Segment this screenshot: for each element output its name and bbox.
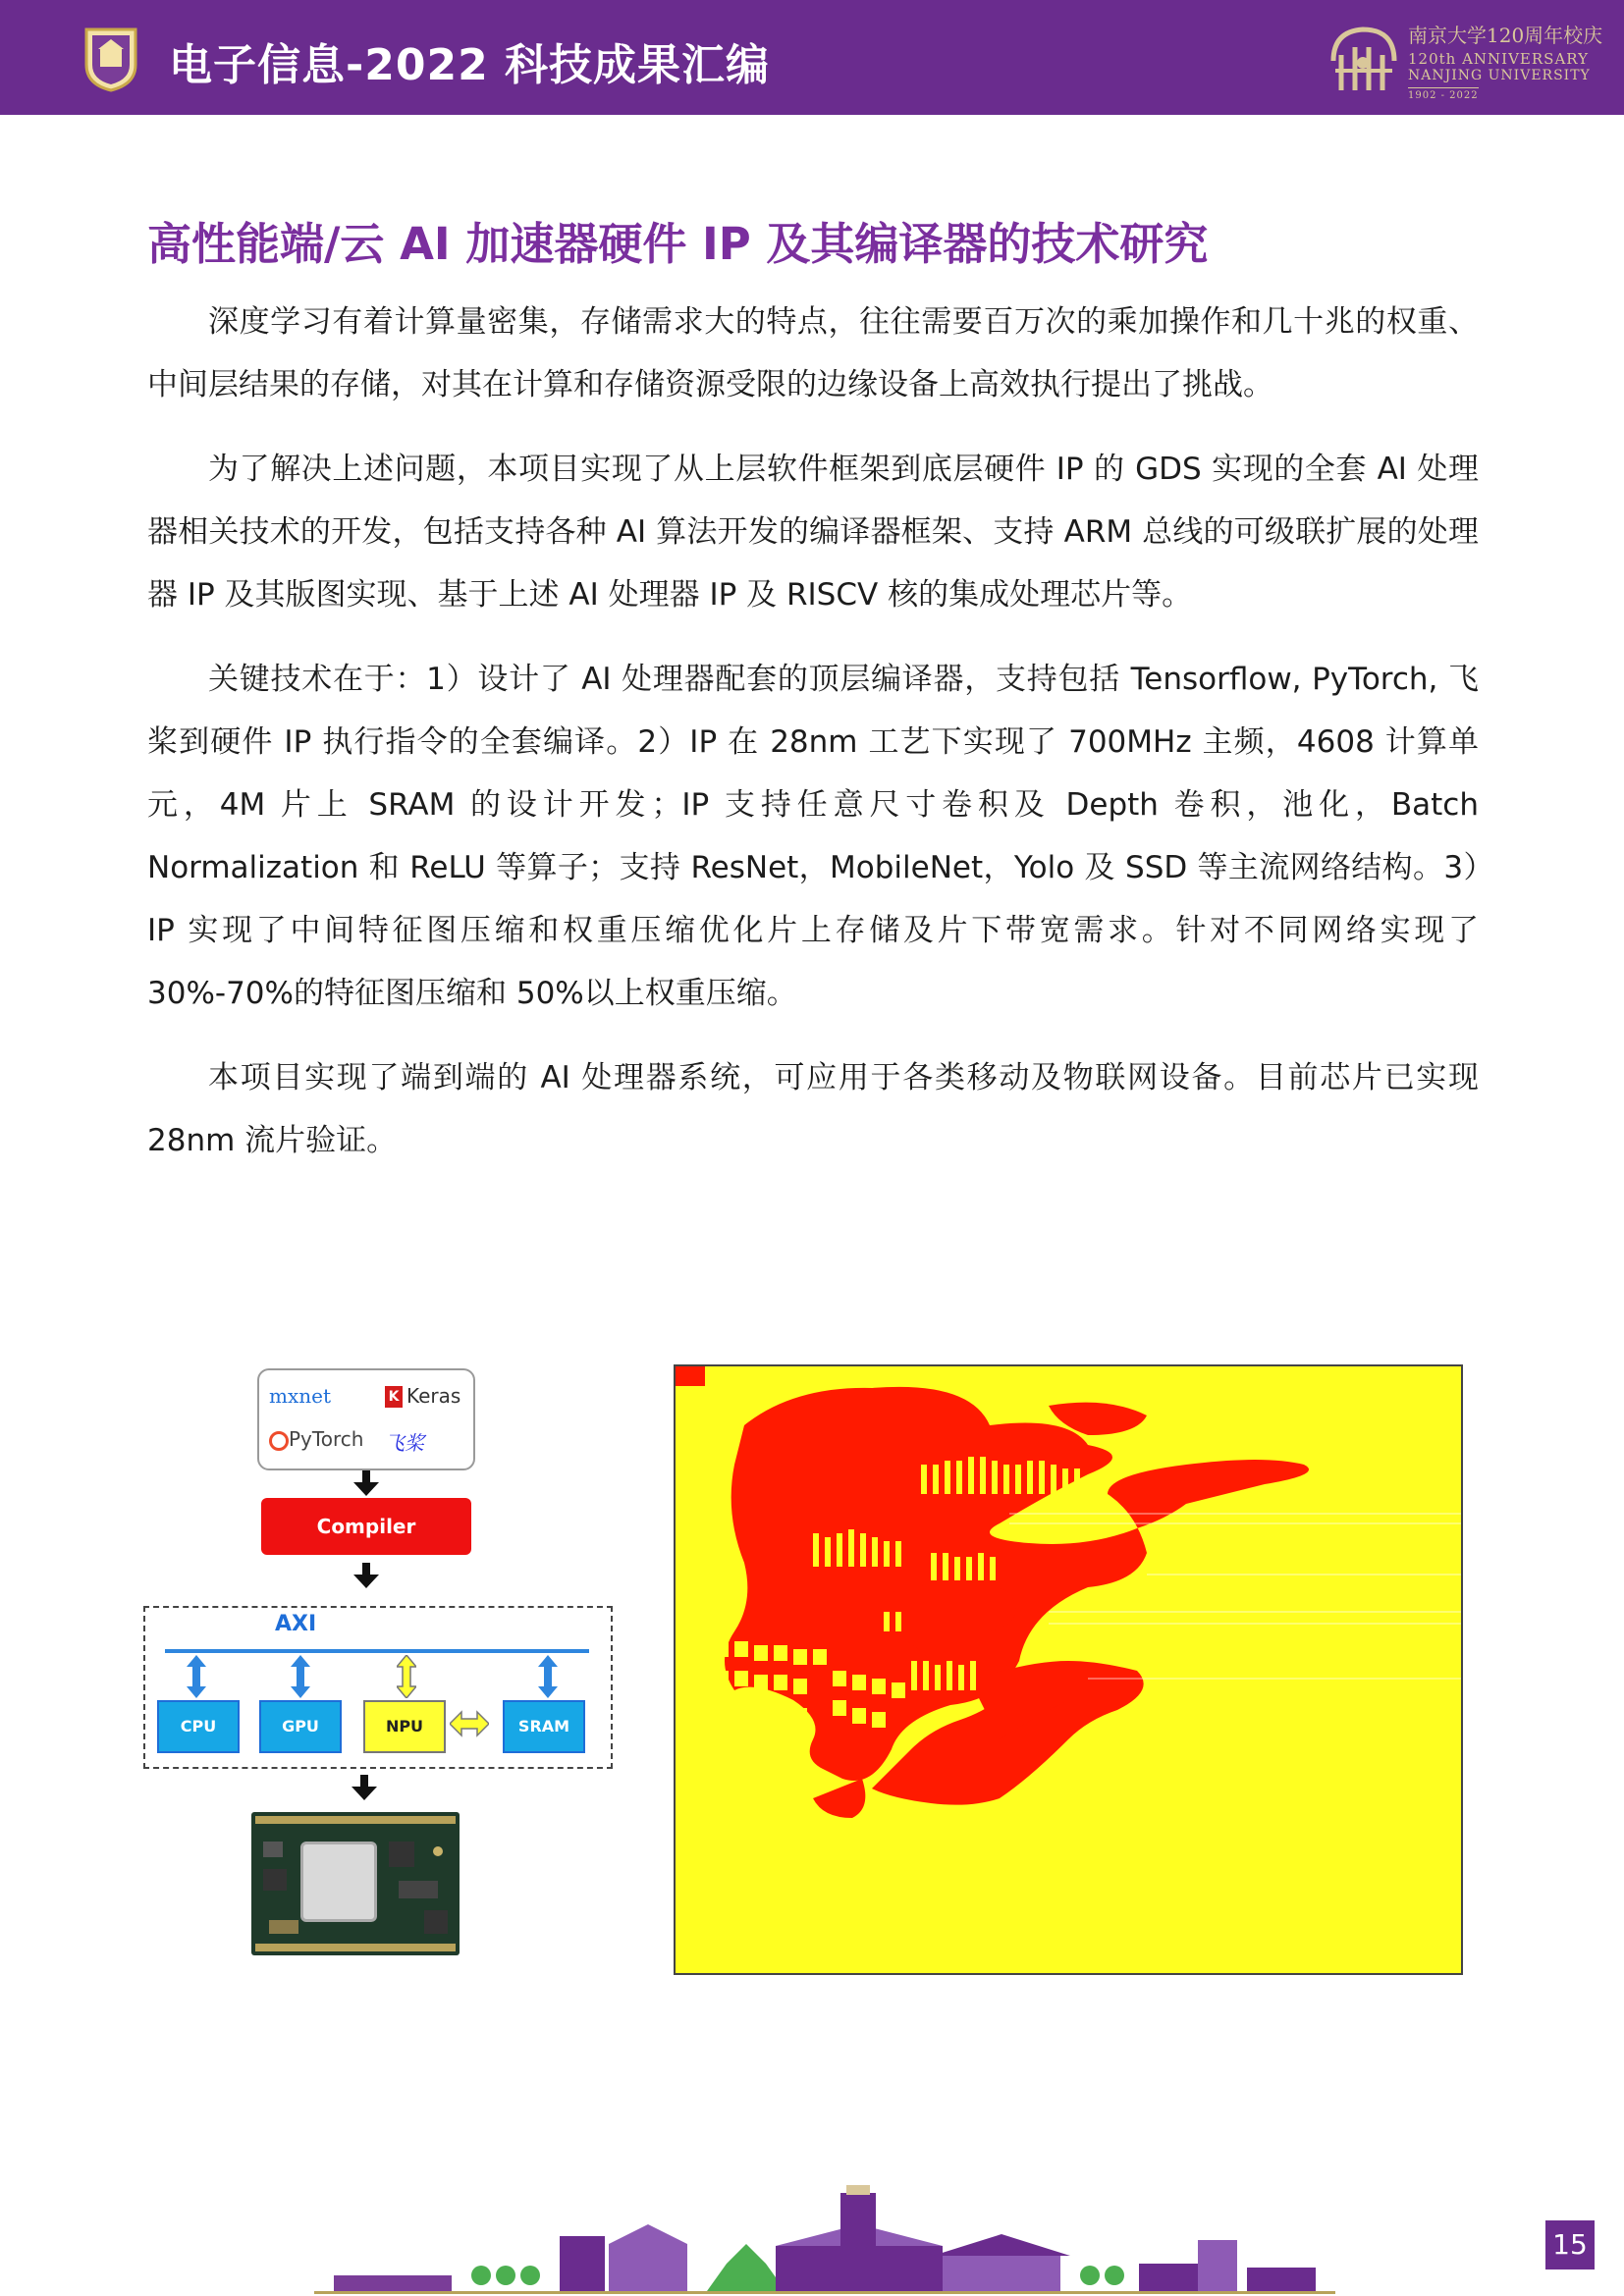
bidirectional-arrow-icon [187, 1655, 206, 1698]
axi-bus [165, 1649, 589, 1653]
chip-layout-image [674, 1364, 1463, 1975]
architecture-diagram [137, 1355, 628, 1963]
university-crest-icon [82, 26, 139, 92]
chip-board-image [251, 1812, 460, 1955]
campus-skyline-illustration [314, 2185, 1335, 2296]
bidirectional-arrow-icon [397, 1655, 416, 1698]
header-title: 电子信息-2022 科技成果汇编 [169, 40, 771, 90]
compiler-block: Compiler [261, 1498, 471, 1555]
gpu-block: GPU [259, 1700, 342, 1753]
paragraph: 为了解决上述问题，本项目实现了从上层软件框架到底层硬件 IP 的 GDS 实现的全套 AI 处理器相关技术的开发，包括支持各种 AI 算法开发的编译器框架、支持 ARM 总线的可级联扩展的处理器 IP 及其版图实现、基于上述 AI 处理器 IP 及 RISCV 核的集成处理芯片等。 [147, 452, 1479, 613]
article-title: 高性能端/云 AI 加速器硬件 IP 及其编译器的技术研究 [147, 218, 1209, 270]
paddle-logo: 飞桨 [385, 1431, 424, 1455]
pytorch-logo: PyTorch [289, 1427, 364, 1451]
bidirectional-arrow-icon [291, 1655, 310, 1698]
sram-block: SRAM [503, 1700, 585, 1753]
anniversary-years: 1902 - 2022 [1408, 87, 1479, 101]
page-number: 15 [1545, 2220, 1595, 2269]
arrow-down-icon [352, 1470, 381, 1498]
horizontal-double-arrow-icon [450, 1710, 489, 1737]
keras-icon: K [385, 1386, 403, 1408]
anniversary-line2: 120th ANNIVERSARY [1408, 50, 1590, 68]
keras-logo: Keras [406, 1384, 461, 1408]
anniversary-line1: 南京大学120周年校庆 [1408, 24, 1603, 47]
article-body [147, 291, 1479, 1194]
npu-block: NPU [363, 1700, 446, 1753]
axi-bus-label: AXI [275, 1612, 317, 1636]
arrow-down-icon [350, 1775, 379, 1802]
mxnet-logo: mxnet [269, 1384, 331, 1408]
paragraph: 本项目实现了端到端的 AI 处理器系统，可应用于各类移动及物联网设备。目前芯片已实现 28nm 流片验证。 [147, 1060, 1479, 1158]
cpu-block: CPU [157, 1700, 240, 1753]
frameworks-box [257, 1368, 475, 1470]
pytorch-icon [269, 1431, 289, 1451]
arrow-down-icon [352, 1563, 381, 1590]
page-header [0, 0, 1624, 115]
anniversary-emblem-icon [1326, 22, 1402, 94]
anniversary-line3: NANJING UNIVERSITY [1408, 68, 1591, 83]
paragraph: 深度学习有着计算量密集，存储需求大的特点，往往需要百万次的乘加操作和几十兆的权重、中间层结果的存储，对其在计算和存储资源受限的边缘设备上高效执行提出了挑战。 [147, 304, 1479, 402]
processor-chip [300, 1842, 377, 1922]
paragraph: 关键技术在于：1）设计了 AI 处理器配套的顶层编译器，支持包括 Tensorflow, PyTorch, 飞桨到硬件 IP 执行指令的全套编译。2）IP 在 28nm 工艺下实现了 700MHz 主频，4608 计算单元，4M 片上 SRAM 的设计开发；IP 支持任意尺寸卷积及 Depth 卷积，池化，Batch Normalization 和 ReLU 等算子；支持 ResNet，MobileNet，Yolo 及 SSD 等主流网络结构。3）IP 实现了中间特征图压缩和权重压缩优化片上存储及片下带宽需求。针对不同网络实现了 30%-70%的特征图压缩和 50%以上权重压缩。 [147, 662, 1479, 1011]
bidirectional-arrow-icon [538, 1655, 558, 1698]
anniversary-text [1408, 20, 1604, 102]
